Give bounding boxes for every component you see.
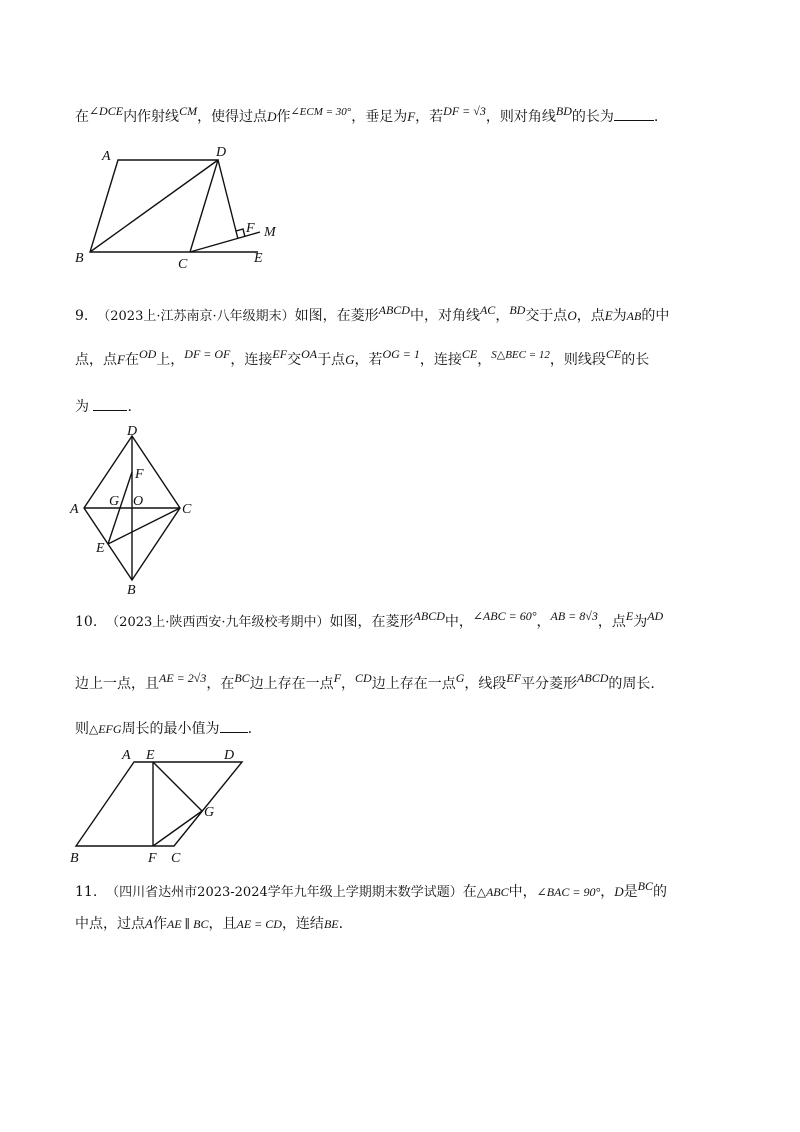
text: . bbox=[338, 916, 344, 932]
p9-text-line-3 bbox=[75, 396, 735, 417]
math: OD bbox=[138, 347, 157, 361]
problem-source: （2023上·陕西西安·九年级校考期中） bbox=[106, 615, 330, 630]
text: 为 bbox=[633, 614, 648, 630]
figure-rhombus-abcd bbox=[66, 420, 206, 598]
problem-source: （四川省达州市2023-2024学年九年级上学期期末数学试题） bbox=[106, 885, 463, 900]
text: ， bbox=[536, 614, 551, 630]
label-b: B bbox=[75, 251, 84, 266]
math: AE = 2√3 bbox=[159, 671, 207, 685]
text: ， bbox=[477, 352, 492, 368]
math: F bbox=[117, 352, 125, 367]
text: ，若 bbox=[354, 352, 383, 368]
math: ABCD bbox=[378, 303, 410, 317]
text: ，连结 bbox=[281, 916, 324, 932]
text: ，垂足为 bbox=[351, 109, 408, 125]
math: F bbox=[407, 109, 416, 124]
math: OG = 1 bbox=[382, 347, 420, 361]
answer-blank[interactable] bbox=[93, 396, 127, 411]
math: D bbox=[614, 884, 624, 899]
math: ABCD bbox=[413, 609, 445, 623]
text: 作 bbox=[152, 916, 167, 932]
math: CE bbox=[461, 347, 478, 361]
text: ，若 bbox=[415, 109, 444, 125]
text: ，线段 bbox=[464, 676, 507, 692]
label-g: G bbox=[109, 494, 120, 509]
text: 是 bbox=[623, 884, 638, 900]
text: ，则线段 bbox=[549, 352, 606, 368]
label-m: M bbox=[264, 225, 276, 240]
math: DF = √3 bbox=[443, 104, 486, 118]
math: △EFG bbox=[89, 722, 122, 736]
segment-df bbox=[218, 160, 238, 239]
label-a: A bbox=[102, 149, 111, 164]
p10-text-line-1 bbox=[75, 609, 735, 633]
math: AC bbox=[479, 303, 496, 317]
math: CM bbox=[179, 104, 198, 118]
problem-number: 9. bbox=[75, 308, 89, 324]
rhombus-abcd bbox=[76, 762, 242, 846]
p9-text-line-2 bbox=[75, 347, 735, 371]
text: 交于点 bbox=[525, 308, 568, 324]
text: ， bbox=[600, 884, 615, 900]
math: F bbox=[333, 671, 342, 685]
text: 中， bbox=[444, 614, 473, 630]
text: 交 bbox=[287, 352, 302, 368]
text: 如图，在菱形 bbox=[329, 614, 414, 630]
p11-text-line-1 bbox=[75, 879, 735, 903]
p10-text-line-2 bbox=[75, 671, 735, 694]
label-e: E bbox=[146, 748, 155, 763]
math: BC bbox=[234, 671, 250, 685]
text: 的中 bbox=[641, 308, 670, 324]
text: 的长为 bbox=[571, 109, 614, 125]
text: 于点 bbox=[317, 352, 346, 368]
math: G bbox=[455, 671, 465, 685]
segment-eg bbox=[153, 762, 202, 811]
p9-text-line-1 bbox=[75, 303, 735, 327]
text: ，且 bbox=[208, 916, 237, 932]
text: ， bbox=[341, 676, 356, 692]
label-f: F bbox=[148, 851, 157, 866]
text: . bbox=[247, 721, 253, 737]
label-c: C bbox=[182, 502, 192, 517]
math: S△BEC = 12 bbox=[491, 349, 550, 361]
text: ，点 bbox=[597, 614, 626, 630]
text: 在 bbox=[124, 352, 139, 368]
text: 中， bbox=[508, 884, 537, 900]
math: OA bbox=[301, 347, 318, 361]
text: 在 bbox=[462, 884, 477, 900]
text: 在 bbox=[75, 109, 89, 125]
text: 的长 bbox=[621, 352, 650, 368]
label-d: D bbox=[224, 748, 235, 763]
math: BD bbox=[509, 303, 526, 317]
text: ，点 bbox=[576, 308, 605, 324]
p11-text-line-2 bbox=[75, 914, 735, 934]
math: ∠ECM = 30° bbox=[290, 106, 352, 118]
math: D bbox=[267, 109, 277, 124]
math: E bbox=[604, 308, 613, 323]
figure-parallelogram-abcd bbox=[70, 140, 290, 270]
text: . bbox=[653, 109, 659, 125]
math: AE ∥ BC bbox=[166, 917, 209, 931]
math: ∠DCE bbox=[89, 104, 124, 118]
text: ，连接 bbox=[230, 352, 273, 368]
text: 的 bbox=[653, 884, 667, 900]
math: EF bbox=[506, 671, 522, 685]
label-d: D bbox=[127, 424, 138, 439]
label-f: F bbox=[135, 467, 144, 482]
text: ，则对角线 bbox=[485, 109, 556, 125]
label-d: D bbox=[216, 145, 227, 160]
math: G bbox=[345, 352, 355, 367]
math: BD bbox=[555, 104, 572, 118]
math: CD bbox=[355, 671, 372, 685]
problem-number: 10. bbox=[75, 614, 98, 630]
text: 内作射线 bbox=[123, 109, 180, 125]
text: 作 bbox=[276, 109, 291, 125]
problem-number: 11. bbox=[75, 884, 98, 900]
text: 边上一点，且 bbox=[75, 676, 159, 692]
text: . bbox=[127, 399, 132, 415]
text: ，连接 bbox=[419, 352, 462, 368]
math: ∠ABC = 60° bbox=[472, 609, 537, 623]
text: 则 bbox=[75, 721, 89, 737]
math: AB = 8√3 bbox=[550, 609, 598, 623]
text: 中，对角线 bbox=[409, 308, 480, 324]
math: E bbox=[625, 609, 634, 623]
figure-rhombus-efg bbox=[66, 744, 266, 866]
label-b: B bbox=[127, 583, 136, 598]
math: △ABC bbox=[476, 885, 509, 899]
text: 如图，在菱形 bbox=[294, 308, 379, 324]
text: 的周长. bbox=[608, 676, 655, 692]
math: ∠BAC = 90° bbox=[536, 885, 601, 899]
math: EF bbox=[272, 347, 288, 361]
answer-blank[interactable] bbox=[614, 106, 654, 121]
diagonal-bd bbox=[90, 160, 218, 252]
math: A bbox=[145, 916, 153, 931]
label-a: A bbox=[122, 748, 131, 763]
math: BC bbox=[637, 879, 653, 893]
problem-source: （2023上·江苏南京·八年级期末） bbox=[97, 309, 295, 324]
math: AB bbox=[626, 309, 642, 323]
text: ， bbox=[495, 308, 510, 324]
label-g: G bbox=[204, 805, 215, 820]
text: 边上存在一点 bbox=[371, 676, 456, 692]
p10-text-line-3 bbox=[75, 718, 735, 739]
text: 边上存在一点 bbox=[249, 676, 334, 692]
math: AE = CD bbox=[236, 917, 282, 931]
math: O bbox=[567, 308, 577, 323]
text: 为 bbox=[612, 308, 627, 324]
text: 点，点 bbox=[75, 352, 117, 368]
label-e: E bbox=[254, 251, 263, 266]
math: ABCD bbox=[577, 671, 609, 685]
label-c: C bbox=[178, 257, 188, 270]
label-b: B bbox=[70, 851, 79, 866]
math: DF = OF bbox=[184, 347, 231, 361]
math: BE bbox=[323, 917, 339, 931]
text: 周长的最小值为 bbox=[121, 721, 220, 737]
label-o: O bbox=[133, 494, 144, 509]
math: AD bbox=[647, 609, 664, 623]
text: 上， bbox=[156, 352, 185, 368]
text: 中点，过点 bbox=[75, 916, 145, 932]
label-a: A bbox=[70, 502, 79, 517]
text: ，在 bbox=[206, 676, 235, 692]
answer-blank[interactable] bbox=[220, 718, 248, 733]
label-e: E bbox=[96, 541, 105, 556]
label-f: F bbox=[246, 221, 255, 236]
p8-text-line bbox=[75, 106, 735, 128]
text: ，使得过点 bbox=[197, 109, 268, 125]
text: 为 bbox=[75, 399, 89, 415]
text: 平分菱形 bbox=[521, 676, 578, 692]
math: CE bbox=[605, 347, 622, 361]
label-c: C bbox=[171, 851, 181, 866]
